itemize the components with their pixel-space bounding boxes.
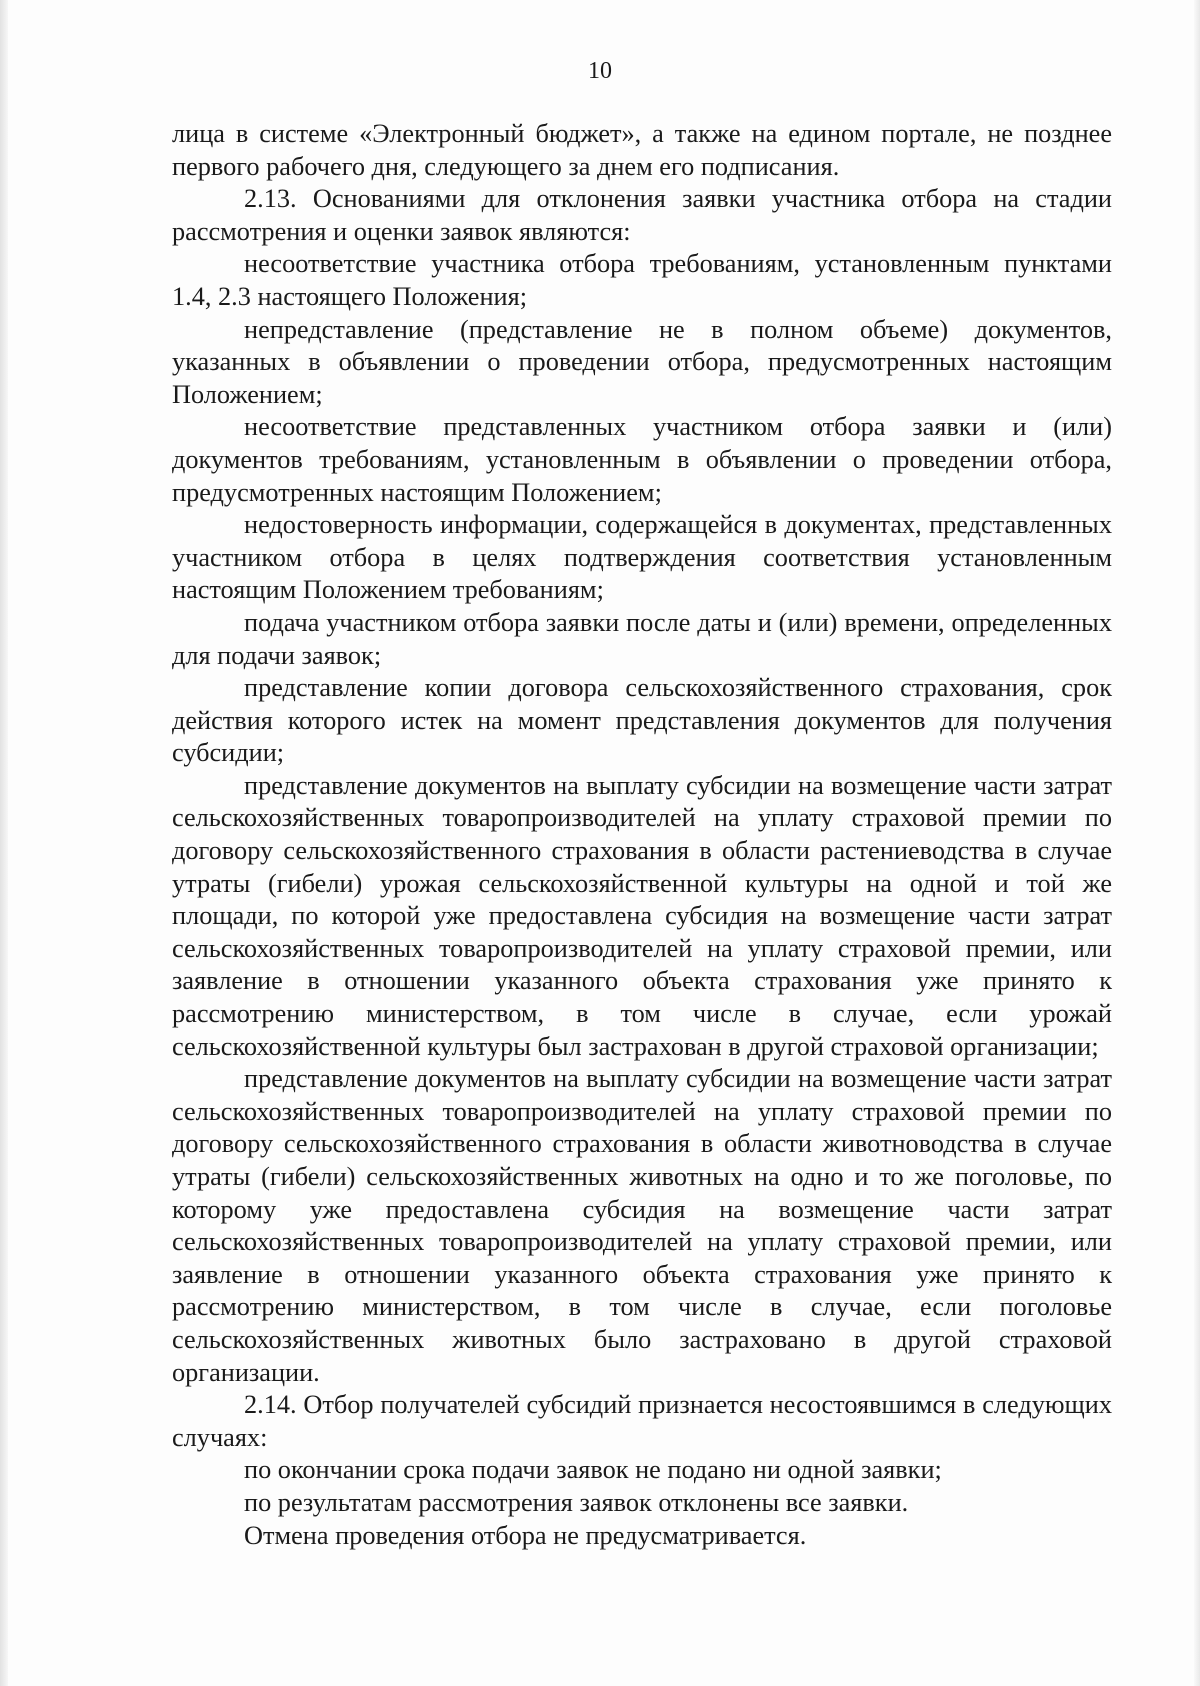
paragraph-clause-2-13: 2.13. Основаниями для отклонения заявки участника отбора на стадии рассмотрения и оценки заявок являются: (172, 184, 1112, 246)
document-body (172, 118, 1112, 1552)
paragraph-ground-late-submission: подача участником отбора заявки после даты и (или) времени, определенных для подачи заявок; (172, 607, 1112, 670)
page-number: 10 (588, 58, 612, 84)
paragraph-ground-expired-contract: представление копии договора сельскохозяйственного страхования, срок действия которого истек на момент представления документов для получения субсидии; (172, 673, 1112, 768)
paragraph-ground-nonsubmission: непредставление (представление не в полном объеме) документов, указанных в объявлении о проведении отбора, предусмотренных настоящим Положением; (172, 314, 1112, 409)
paragraph-cancellation: Отмена проведения отбора не предусматривается. (244, 1520, 807, 1550)
paragraph-ground-documents-mismatch: несоответствие представленных участником отбора заявки и (или) документов требованиям, установленным в объявлении о проведении отбора, предусмотренных настоящим Положением; (172, 412, 1112, 507)
paragraph-ground-crop-duplicate: представление документов на выплату субсидии на возмещение части затрат сельскохозяйственных товаропроизводителей на уплату страховой премии по договору сельскохозяйственного страхования в области растениеводства в случае утраты (гибели) урожая сельскохозяйственной культуры на одной и той же площади, по которой уже предоставлена субсидия на возмещение части затрат сельскохозяйственных товаропроизводителей на уплату страховой премии, или заявление в отношении указанного объекта страхования уже принято к рассмотрению министерством, в том числе в случае, если урожай сельскохозяйственной культуры был застрахован в другой страховой организации; (172, 770, 1112, 1061)
scan-edge-right (1194, 0, 1200, 1686)
paragraph-clause-2-14: 2.14. Отбор получателей субсидий признается несостоявшимся в следующих случаях: (172, 1390, 1112, 1452)
paragraph-continuation: лица в системе «Электронный бюджет», а также на едином портале, не позднее первого рабочего дня, следующего за днем его подписания. (172, 119, 1112, 181)
paragraph-ground-unreliable-info: недостоверность информации, содержащейся в документах, представленных участником отбора в целях подтверждения соответствия установленным настоящим Положением требованиям; (172, 510, 1112, 605)
paragraph-case-no-applications: по окончании срока подачи заявок не подано ни одной заявки; (244, 1455, 942, 1485)
scan-edge-left (0, 0, 8, 1686)
paragraph-case-all-rejected: по результатам рассмотрения заявок отклонены все заявки. (244, 1487, 909, 1517)
paragraph-ground-noncompliance: несоответствие участника отбора требованиям, установленным пунктами 1.4, 2.3 настоящего Положения; (172, 249, 1112, 311)
paragraph-ground-livestock-duplicate: представление документов на выплату субсидии на возмещение части затрат сельскохозяйственных товаропроизводителей на уплату страховой премии по договору сельскохозяйственного страхования в области животноводства в случае утраты (гибели) сельскохозяйственных животных на одно и то же поголовье, по которому уже предоставлена субсидия на возмещение части затрат сельскохозяйственных товаропроизводителей на уплату страховой премии, или заявление в отношении указанного объекта страхования уже принято к рассмотрению министерством, в том числе в случае, если поголовье сельскохозяйственных животных было застраховано в другой страховой организации. (172, 1064, 1112, 1387)
